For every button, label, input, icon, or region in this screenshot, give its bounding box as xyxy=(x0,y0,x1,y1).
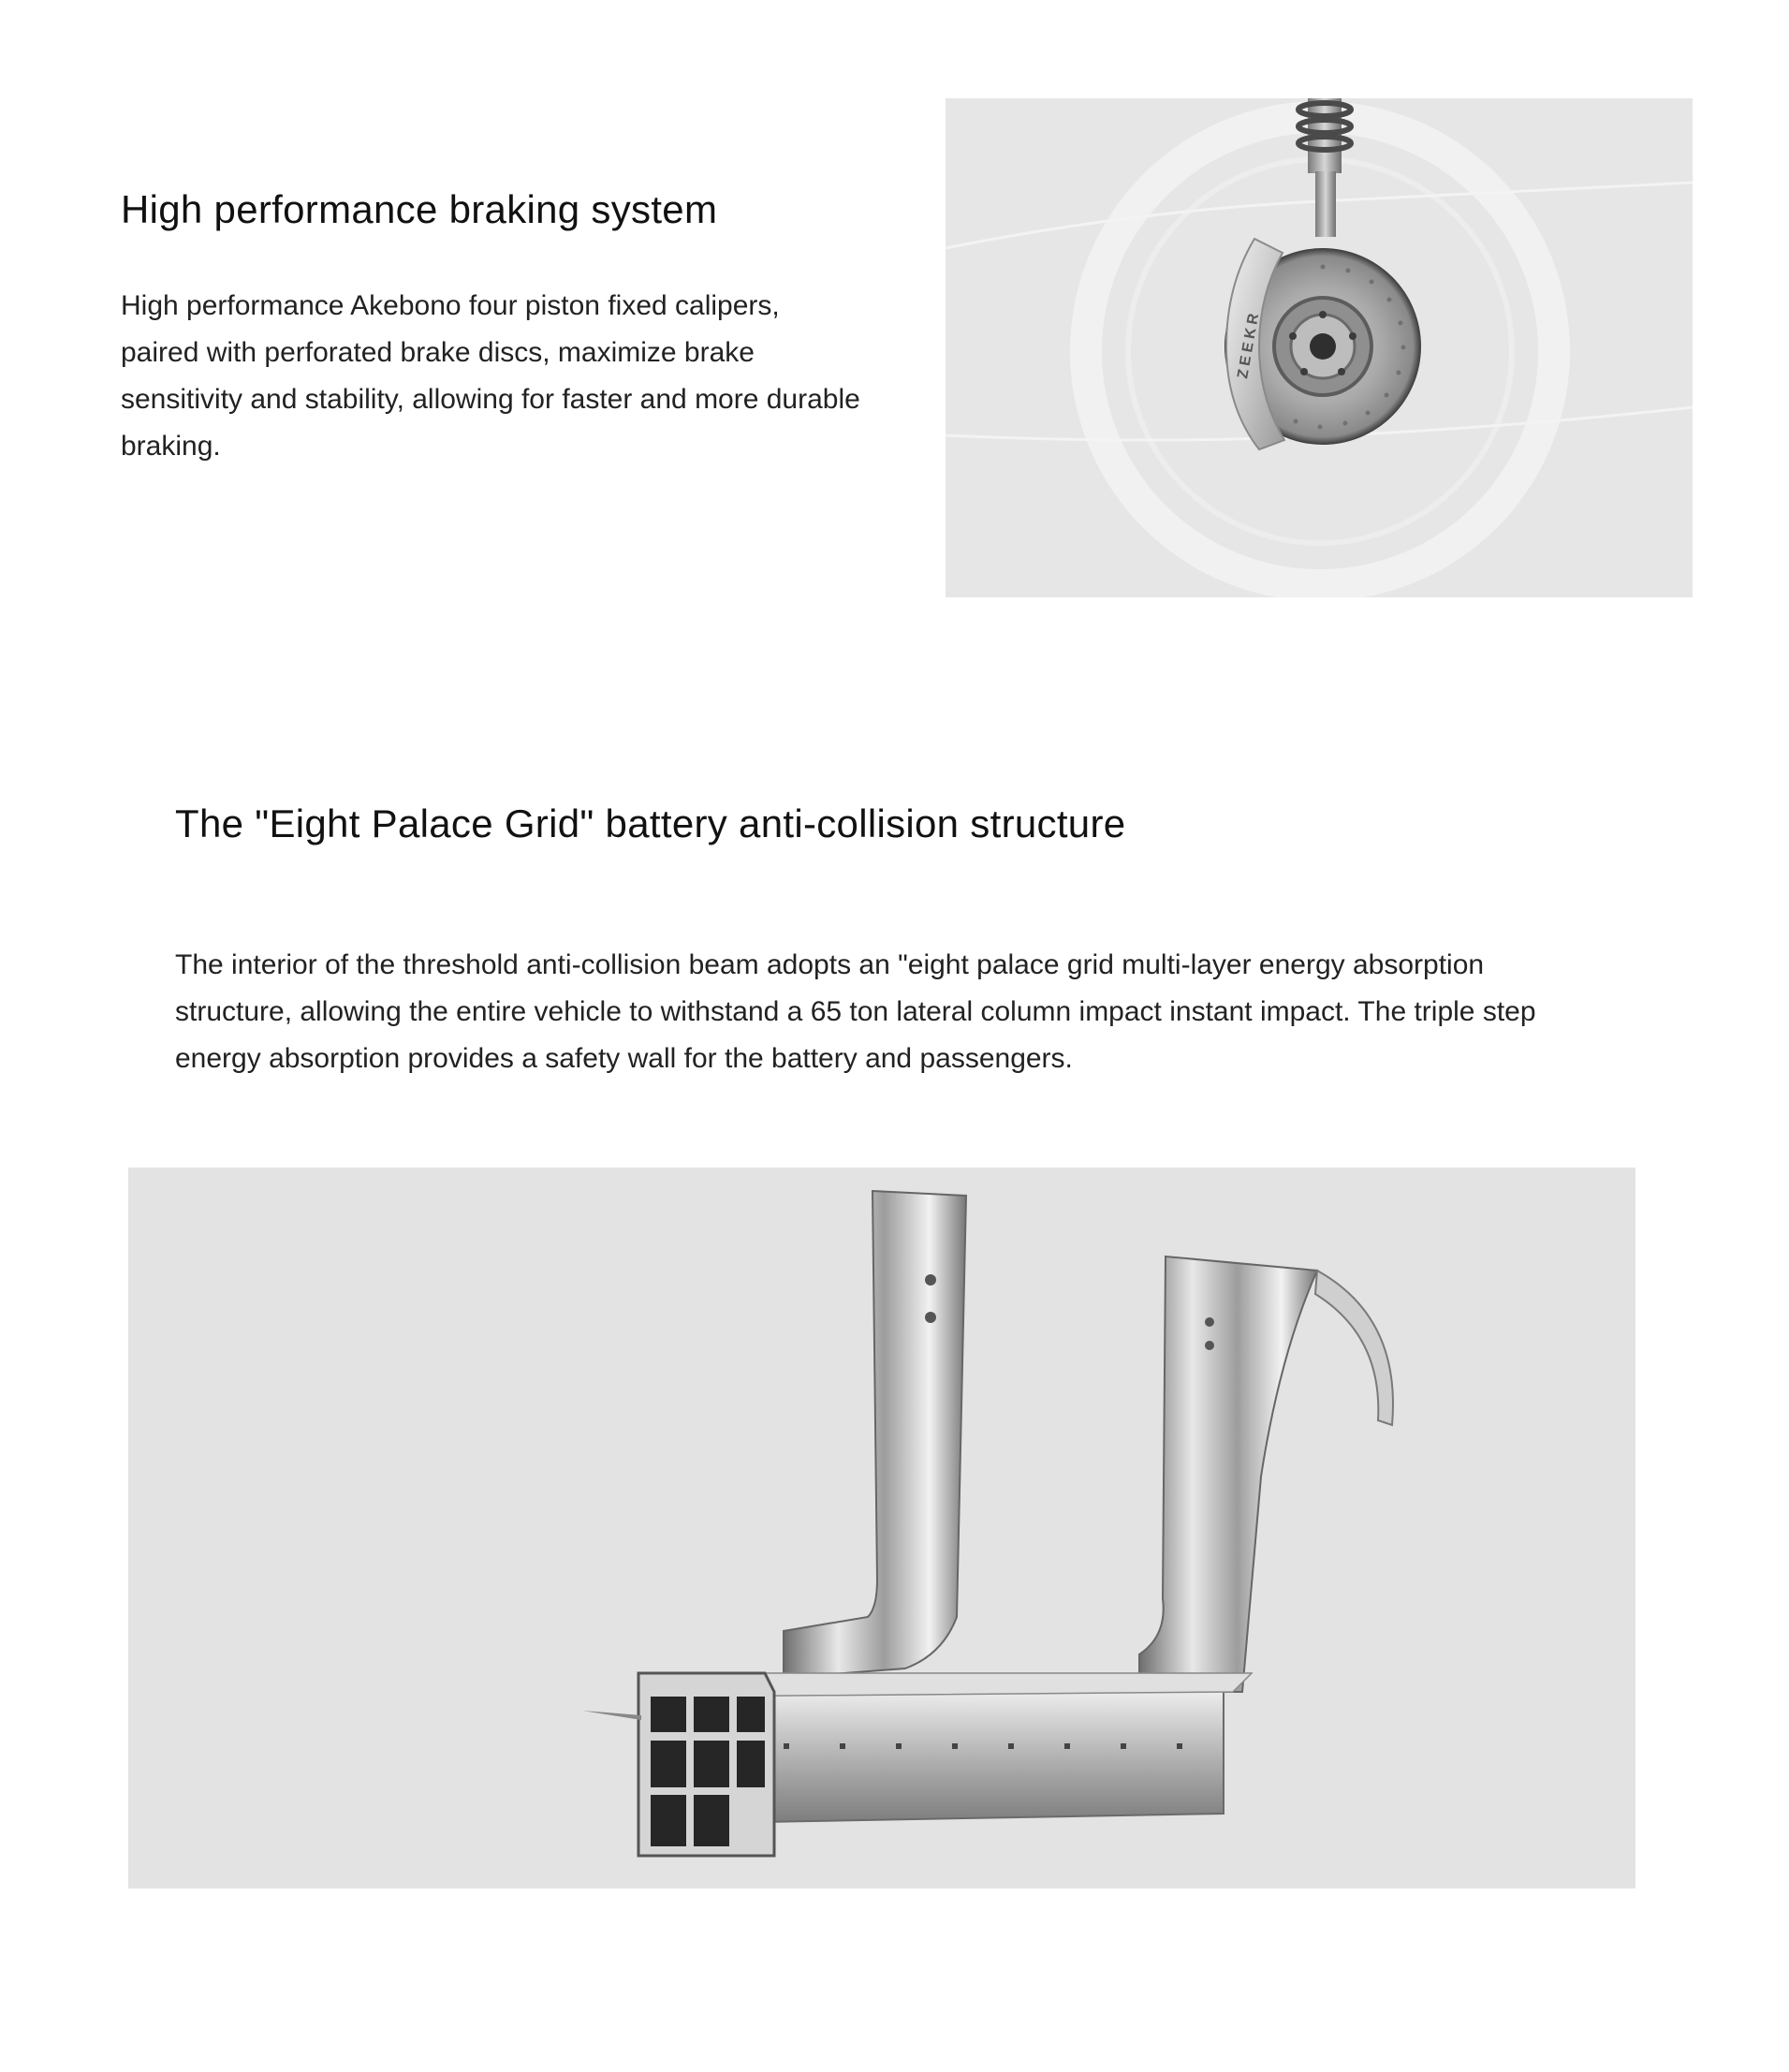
caliper-brand-label: ZEEKR xyxy=(1235,308,1263,380)
braking-description: High performance Akebono four piston fixed calipers, paired with perforated brake discs, maximize brake sensitivity and stability, allowing for faster and more durable braking. xyxy=(121,290,860,462)
battery-structure-description: The interior of the threshold anti-collision beam adopts an "eight palace grid multi-layer energy absorption structure, allowing the entire vehicle to withstand a 65 ton lateral column impact instant impact. The triple step energy absorption provides a safety wall for the battery and passengers. xyxy=(175,949,1536,1074)
anti-collision-beam-image xyxy=(128,1168,1635,1888)
brake-disc-image xyxy=(946,98,1693,597)
braking-title: High performance braking system xyxy=(121,187,718,231)
battery-structure-title: The "Eight Palace Grid" battery anti-collision structure xyxy=(175,801,1126,845)
